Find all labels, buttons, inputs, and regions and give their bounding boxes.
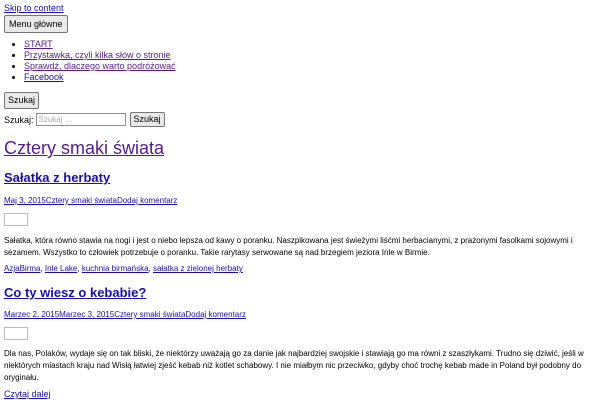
search-form bbox=[4, 112, 165, 127]
search-toggle-button[interactable]: Szukaj bbox=[4, 92, 39, 109]
tag-link[interactable]: kuchnia birmańska bbox=[81, 264, 149, 273]
search-input[interactable] bbox=[36, 113, 126, 126]
post-author-link[interactable]: Cztery smaki świata bbox=[45, 196, 117, 205]
post-thumbnail-1[interactable] bbox=[4, 213, 28, 226]
nav-link-about[interactable]: Przystawka, czyli kilka słów o stronie bbox=[24, 50, 171, 60]
tag-link[interactable]: sałatka z zielonej herbaty bbox=[152, 264, 243, 273]
search-submit-button[interactable]: Szukaj bbox=[130, 112, 165, 127]
nav-link-start[interactable]: START bbox=[24, 39, 53, 49]
nav-item-about bbox=[24, 50, 176, 61]
post-date-link[interactable]: Marzec 2, 2015 bbox=[4, 310, 60, 319]
post-date-link[interactable]: Maj 3, 2015 bbox=[4, 196, 46, 205]
site-title[interactable]: Cztery smaki świata bbox=[4, 138, 165, 158]
tag-link[interactable]: Birma bbox=[19, 264, 41, 273]
nav-item-start bbox=[24, 39, 176, 50]
post-title-2[interactable]: Co ty wiesz o kebabie? bbox=[4, 285, 147, 300]
post-excerpt-1: Sałatka, która równo stawia na nogi i jest o niebo lepsza od kawy o poranku. Naszpikowana jest świeżymi liśćmi herbacianymi, z prażonymi fasolkami sojowymi i sezamem. Wszystko to człowiek potrzebuje o poranku. Takie rarytasy serwowane są nad brzegiem jeziora Inle w Birmie. bbox=[4, 236, 573, 257]
tag-link[interactable]: Azja bbox=[4, 264, 20, 273]
nav-item-why-travel bbox=[24, 61, 176, 72]
tag-link[interactable]: Inle Lake bbox=[44, 264, 78, 273]
post-author-link[interactable]: Cztery smaki świata bbox=[114, 310, 186, 319]
skip-to-content-link[interactable]: Skip to content bbox=[4, 3, 64, 13]
main-navigation bbox=[0, 39, 176, 83]
nav-item-facebook bbox=[24, 72, 176, 83]
post-comment-link[interactable]: Dodaj komentarz bbox=[116, 196, 178, 205]
post-comment-link[interactable]: Dodaj komentarz bbox=[185, 310, 246, 319]
search-label: Szukaj: bbox=[4, 114, 34, 125]
post-excerpt-2: Dla nas, Polaków, wydaje się on tak bliski, że niektórzy uważają go za danie jak najbardziej swojskie i stawiają go ma równi z szaszłykami. Trudno się dziwić, jeśli w niektórych miastach kraju nad Wisłą łatwiej zjeść kebab niż kotlet schabowy. I nie miałbym nic przeciwko, gdyby choć trochę kebab made in Poland był podobny do oryginału. bbox=[4, 349, 584, 382]
main-menu-button[interactable]: Menu główne bbox=[4, 15, 68, 33]
post-thumbnail-2[interactable] bbox=[4, 327, 28, 340]
post-tags-1: AzjaBirma, Inle Lake, kuchnia birmańska, sałatka z zielonej herbaty bbox=[4, 264, 243, 273]
post-title-1[interactable]: Sałatka z herbaty bbox=[4, 170, 111, 185]
post-updated-link[interactable]: Marzec 3, 2015 bbox=[59, 310, 115, 319]
post-meta-1 bbox=[4, 196, 177, 205]
read-more-link[interactable]: Czytaj dalej bbox=[4, 389, 51, 399]
post-meta-2 bbox=[4, 310, 246, 319]
nav-link-why-travel[interactable]: Sprawdź, dlaczego warto podróżować bbox=[24, 61, 176, 71]
nav-link-facebook[interactable]: Facebook bbox=[24, 72, 64, 82]
